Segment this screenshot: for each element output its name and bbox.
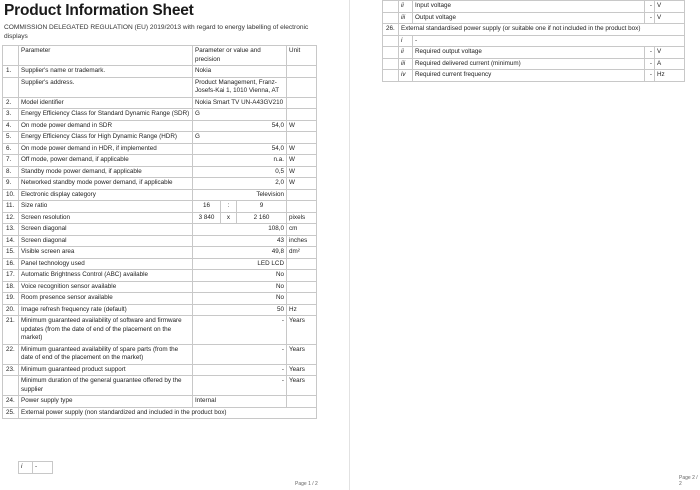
table-row: 7. Off mode, power demand, if applicable n.a. W xyxy=(3,155,317,167)
header-parameter: Parameter xyxy=(19,46,193,66)
table-row: 10. Electronic display category Television xyxy=(3,189,317,201)
table-row: 20. Image refresh frequency rate (default) 50 Hz xyxy=(3,304,317,316)
regulation-text: COMMISSION DELEGATED REGULATION (EU) 2019/2013 with regard to energy labelling of electronic displays xyxy=(4,24,309,40)
table-header xyxy=(3,46,317,66)
table-row: 26. External standardised power supply (or suitable one if not included in the product box) xyxy=(383,24,685,36)
table-row: iii Output voltage - V xyxy=(383,12,685,24)
page-divider xyxy=(349,0,350,490)
page-1 xyxy=(0,0,348,490)
table-row: 22. Minimum guaranteed availability of spare parts (from the date of end of the placement on the market) - Years xyxy=(3,344,317,364)
table-row: i - xyxy=(383,35,685,47)
table-row: 2. Model identifier Nokia Smart TV UN-A43GV210 xyxy=(3,97,317,109)
table-row: ii Required output voltage - V xyxy=(383,47,685,59)
table-row: iii Required delivered current (minimum) - A xyxy=(383,58,685,70)
table-row: 19. Room presence sensor available No xyxy=(3,293,317,305)
table-row: 8. Standby mode power demand, if applicable 0,5 W xyxy=(3,166,317,178)
sub-row-table xyxy=(18,461,53,474)
page-footer: Page 2 / 2 xyxy=(679,475,698,487)
table-row: 4. On mode power demand in SDR 54,0 W xyxy=(3,120,317,132)
table-row: 21. Minimum guaranteed availability of software and firmware updates (from the date of end of the placement on the market) - Years xyxy=(3,316,317,345)
table-row: 24. Power supply type Internal xyxy=(3,396,317,408)
table-row: 18. Voice recognition sensor available No xyxy=(3,281,317,293)
table-row: 13. Screen diagonal 108,0 cm xyxy=(3,224,317,236)
table-row: 25. External power supply (non standardized and included in the product box) xyxy=(3,407,317,419)
table-row: Minimum duration of the general guarantee offered by the supplier - Years xyxy=(3,376,317,396)
table-row: 17. Automatic Brightness Control (ABC) available No xyxy=(3,270,317,282)
table-row: 6. On mode power demand in HDR, if implemented 54,0 W xyxy=(3,143,317,155)
table-row: 11. Size ratio 16 : 9 xyxy=(3,201,317,213)
power-supply-table xyxy=(382,0,685,82)
table-row: ii Input voltage - V xyxy=(383,1,685,13)
header-unit: Unit xyxy=(287,46,317,66)
page-footer: Page 1 / 2 xyxy=(295,481,318,487)
table-row: 1. Supplier's name or trademark. Nokia xyxy=(3,66,317,78)
product-info-table xyxy=(2,45,317,419)
page-title: Product Information Sheet xyxy=(4,2,194,19)
table-row: i - xyxy=(19,462,53,474)
table-row: 16. Panel technology used LED LCD xyxy=(3,258,317,270)
table-row: Supplier's address. Product Management, Franz-Josefs-Kai 1, 1010 Vienna, AT xyxy=(3,77,317,97)
table-row: 15. Visible screen area 49,8 dm² xyxy=(3,247,317,259)
table-row: 12. Screen resolution 3 840 x 2 160 pixels xyxy=(3,212,317,224)
table-row: 14. Screen diagonal 43 inches xyxy=(3,235,317,247)
table-row: iv Required current frequency - Hz xyxy=(383,70,685,82)
table-row: 3. Energy Efficiency Class for Standard Dynamic Range (SDR) G xyxy=(3,109,317,121)
header-value: Parameter or value and precision xyxy=(193,46,287,66)
table-row: 23. Minimum guaranteed product support - Years xyxy=(3,364,317,376)
table-row: 5. Energy Efficiency Class for High Dynamic Range (HDR) G xyxy=(3,132,317,144)
page-2 xyxy=(352,0,700,490)
table-row: 9. Networked standby mode power demand, if applicable 2,0 W xyxy=(3,178,317,190)
